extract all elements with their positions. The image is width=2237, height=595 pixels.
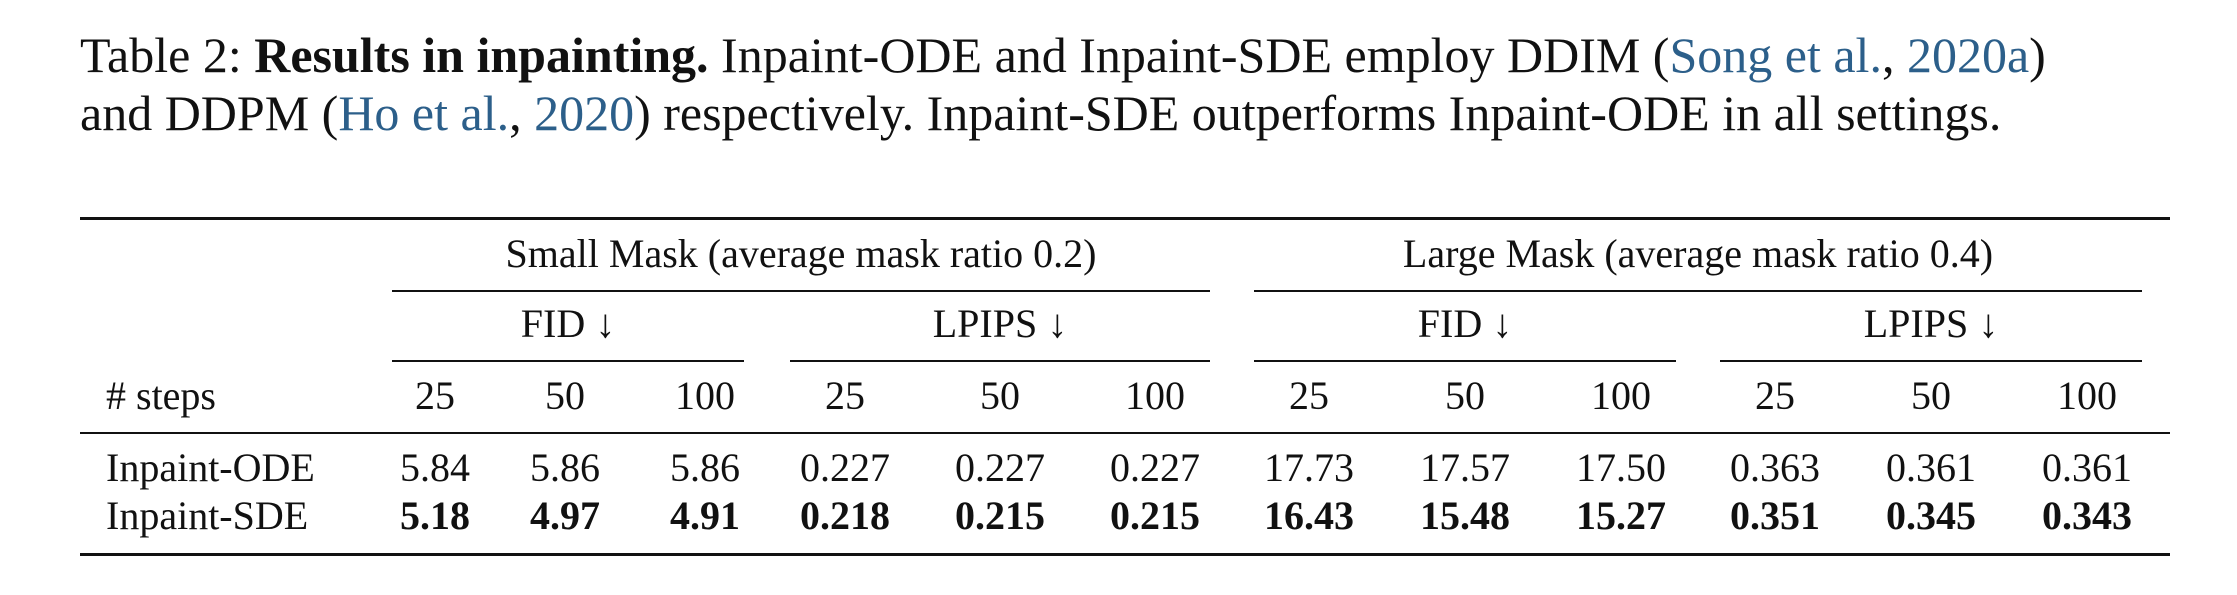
steps-cell: 25	[1755, 373, 1795, 418]
fid-small-underline	[392, 360, 744, 362]
table-cell-best: 0.218	[800, 493, 890, 538]
table-cell-best: 0.351	[1730, 493, 1820, 538]
table-cell-best: 0.215	[955, 493, 1045, 538]
caption-title: Results in inpainting.	[254, 27, 709, 83]
table-cell-best: 15.27	[1576, 493, 1666, 538]
table-cell-best: 0.343	[2042, 493, 2132, 538]
steps-cell: 25	[825, 373, 865, 418]
table-cell-best: 5.18	[400, 493, 470, 538]
table-cell: 0.361	[2042, 445, 2132, 490]
citation-ho-authors[interactable]: Ho et al.	[338, 85, 510, 141]
caption-comma: ,	[1881, 27, 1907, 83]
table-cell: 0.227	[800, 445, 890, 490]
steps-cell: 50	[545, 373, 585, 418]
table-cell: 5.84	[400, 445, 470, 490]
table-cell-best: 4.97	[530, 493, 600, 538]
metric-header-lpips-large: LPIPS ↓	[1863, 301, 1999, 346]
header-rule	[80, 432, 2170, 434]
caption-label: Table 2:	[80, 27, 242, 83]
table-cell-best: 0.215	[1110, 493, 1200, 538]
table-cell: 0.363	[1730, 445, 1820, 490]
table-cell-best: 16.43	[1264, 493, 1354, 538]
citation-ho-year[interactable]: 2020	[534, 85, 635, 141]
metric-header-fid-small: FID ↓	[520, 301, 616, 346]
citation-song-year[interactable]: 2020a	[1906, 27, 2030, 83]
table-cell: 17.73	[1264, 445, 1354, 490]
steps-cell: 100	[2057, 373, 2117, 418]
steps-cell: 50	[1445, 373, 1485, 418]
row-label-inpaint-sde: Inpaint-SDE	[106, 493, 309, 538]
steps-cell: 50	[980, 373, 1020, 418]
steps-cell: 100	[1591, 373, 1651, 418]
steps-cell: 100	[675, 373, 735, 418]
group-small-underline	[392, 290, 1210, 292]
citation-song-authors[interactable]: Song et al.	[1669, 27, 1882, 83]
table-cell: 0.227	[955, 445, 1045, 490]
table-cell: 0.361	[1886, 445, 1976, 490]
caption-comma: ,	[509, 85, 535, 141]
steps-cell: 25	[1289, 373, 1329, 418]
steps-cell: 50	[1911, 373, 1951, 418]
metric-header-fid-large: FID ↓	[1417, 301, 1513, 346]
group-large-underline	[1254, 290, 2142, 292]
fid-large-underline	[1254, 360, 1676, 362]
table-cell: 17.50	[1576, 445, 1666, 490]
steps-cell: 25	[415, 373, 455, 418]
group-header-small-mask: Small Mask (average mask ratio 0.2)	[505, 231, 1097, 276]
top-rule	[80, 217, 2170, 220]
lpips-small-underline	[790, 360, 1210, 362]
caption-text-c: and DDPM (	[80, 85, 339, 141]
table-cell: 5.86	[670, 445, 740, 490]
caption-text-a: Inpaint-ODE and Inpaint-SDE employ DDIM (	[708, 27, 1670, 83]
table-cell-best: 0.345	[1886, 493, 1976, 538]
metric-header-lpips-small: LPIPS ↓	[932, 301, 1068, 346]
steps-label: # steps	[106, 373, 216, 418]
caption-text-b: )	[2029, 27, 2046, 83]
table-cell: 17.57	[1420, 445, 1510, 490]
table-cell-best: 15.48	[1420, 493, 1510, 538]
table-cell: 5.86	[530, 445, 600, 490]
table-cell: 0.227	[1110, 445, 1200, 490]
bottom-rule	[80, 553, 2170, 556]
steps-cell: 100	[1125, 373, 1185, 418]
group-header-large-mask: Large Mask (average mask ratio 0.4)	[1402, 231, 1994, 276]
table-cell-best: 4.91	[670, 493, 740, 538]
row-label-inpaint-ode: Inpaint-ODE	[106, 445, 315, 490]
caption-text-d: ) respectively. Inpaint-SDE outperforms Inpaint-ODE in all settings.	[634, 85, 2002, 141]
table-caption	[80, 26, 2170, 142]
lpips-large-underline	[1720, 360, 2142, 362]
